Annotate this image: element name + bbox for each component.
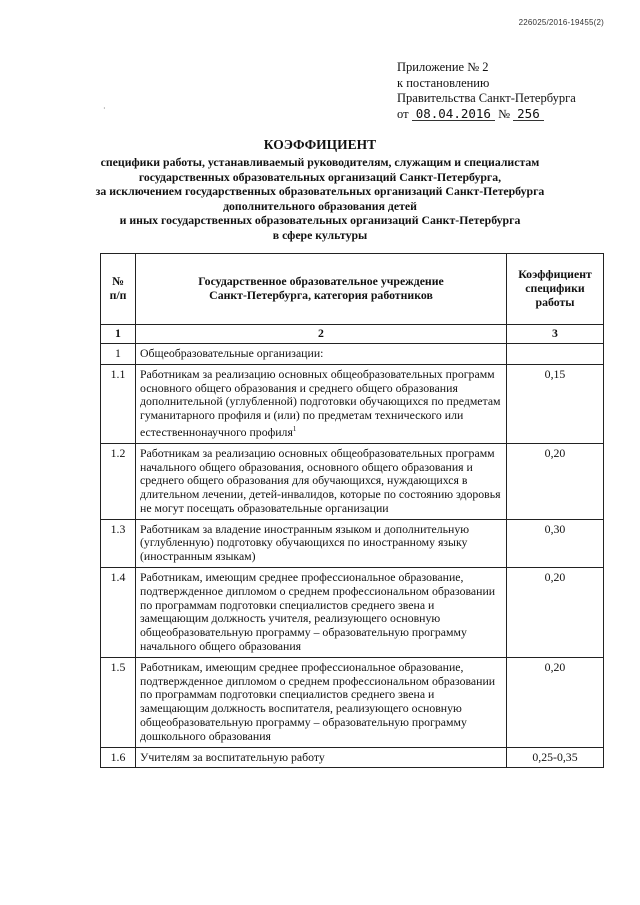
column-number-row <box>101 325 604 344</box>
appendix-line-3: Правительства Санкт-Петербурга <box>397 91 576 105</box>
row-description: Работникам, имеющим среднее профессиональное образование, подтвержденное дипломом о среднем профессиональном образовании по программам подготовки специалистов среднего звена и замещающим должность воспитателя, реализующего основную общеобразовательную программу – образовательную программу дошкольного образования <box>136 657 507 747</box>
title-line-2: государственных образовательных организаций Санкт-Петербурга, <box>138 169 502 184</box>
title-line-3: за исключением государственных образовательных организаций Санкт-Петербурга <box>95 184 545 199</box>
row-coefficient: 0,20 <box>507 657 604 747</box>
title-line-5: и иных государственных образовательных организаций Санкт-Петербурга <box>119 213 521 228</box>
table-header-row <box>101 254 604 325</box>
row-description: Общеобразовательные организации: <box>136 344 507 365</box>
title-line-6: в сфере культуры <box>272 227 368 242</box>
table-row <box>101 568 604 658</box>
header-number <box>101 254 136 325</box>
document-id: 226025/2016-19455(2) <box>518 18 604 27</box>
title-line-1: специфики работы, устанавливаемый руководителям, служащим и специалистам <box>100 155 540 169</box>
table-row <box>101 443 604 519</box>
row-description: Работникам за реализацию основных общеобразовательных программ основного общего образования и среднего общего образования дополнительной (углубленной) подготовки обучающихся по предметам гуманитарного профиля и (или) по предметам технического или естественнонаучного профиля <box>140 366 501 439</box>
appendix-date-line <box>397 107 576 123</box>
row-number: 1.3 <box>101 519 136 567</box>
footnote-mark: 1 <box>292 424 297 433</box>
header-number-line-1: № <box>112 274 124 289</box>
table-row <box>101 344 604 365</box>
title-main: КОЭФФИЦИЕНТ <box>263 137 377 152</box>
row-description-cell <box>136 364 507 443</box>
row-coefficient: 0,25-0,35 <box>507 747 604 768</box>
table-row <box>101 519 604 567</box>
row-description: Работникам, имеющим среднее профессиональное образование, подтвержденное дипломом о среднем профессиональном образовании по программам подготовки специалистов среднего звена и замещающим должность учителя, реализующего основную общеобразовательную программу – образовательную программу начального общего образования <box>136 568 507 658</box>
header-coefficient-line-2: специфики <box>525 281 585 296</box>
column-number: 2 <box>136 325 507 344</box>
row-description: Работникам за реализацию основных общеобразовательных программ начального общего образования, основного общего образования и среднего общего образования для обучающихся, нуждающихся в длительном лечении, детей-инвалидов, которые по состоянию здоровья не могут посещать образовательные организации <box>136 443 507 519</box>
row-coefficient <box>507 344 604 365</box>
document-title <box>80 137 560 243</box>
header-number-line-2: п/п <box>109 288 127 302</box>
header-description-line-2: Санкт-Петербурга, категория работников <box>209 288 433 302</box>
row-description: Учителям за воспитательную работу <box>136 747 507 768</box>
appendix-block <box>397 60 576 122</box>
row-number: 1.6 <box>101 747 136 768</box>
header-coefficient <box>507 254 604 325</box>
number-label: № <box>498 106 511 121</box>
row-description: Работникам за владение иностранным языком и дополнительную (углубленную) подготовку обучающихся по иностранному языку (иностранным языкам) <box>136 519 507 567</box>
table-row <box>101 747 604 768</box>
header-description <box>136 254 507 325</box>
header-description-line-1: Государственное образовательное учреждение <box>198 274 444 289</box>
title-line-4: дополнительного образования детей <box>223 198 417 213</box>
column-number: 1 <box>101 325 136 344</box>
table-row <box>101 657 604 747</box>
row-coefficient: 0,20 <box>507 443 604 519</box>
table-row <box>101 364 604 443</box>
row-number: 1.2 <box>101 443 136 519</box>
decree-number: 256 <box>513 107 544 121</box>
row-coefficient: 0,15 <box>507 364 604 443</box>
header-coefficient-line-1: Коэффициент <box>518 267 592 282</box>
coefficient-table <box>100 253 604 768</box>
row-number: 1.4 <box>101 568 136 658</box>
appendix-line-1: Приложение № 2 <box>397 60 489 74</box>
from-label: от <box>397 106 409 121</box>
row-number: 1 <box>101 344 136 365</box>
row-coefficient: 0,20 <box>507 568 604 658</box>
row-number: 1.1 <box>101 364 136 443</box>
header-coefficient-line-3: работы <box>535 294 575 309</box>
stray-mark: · <box>103 104 106 113</box>
row-number: 1.5 <box>101 657 136 747</box>
appendix-line-2: к постановлению <box>397 75 490 90</box>
column-number: 3 <box>507 325 604 344</box>
decree-date: 08.04.2016 <box>412 107 495 121</box>
row-coefficient: 0,30 <box>507 519 604 567</box>
